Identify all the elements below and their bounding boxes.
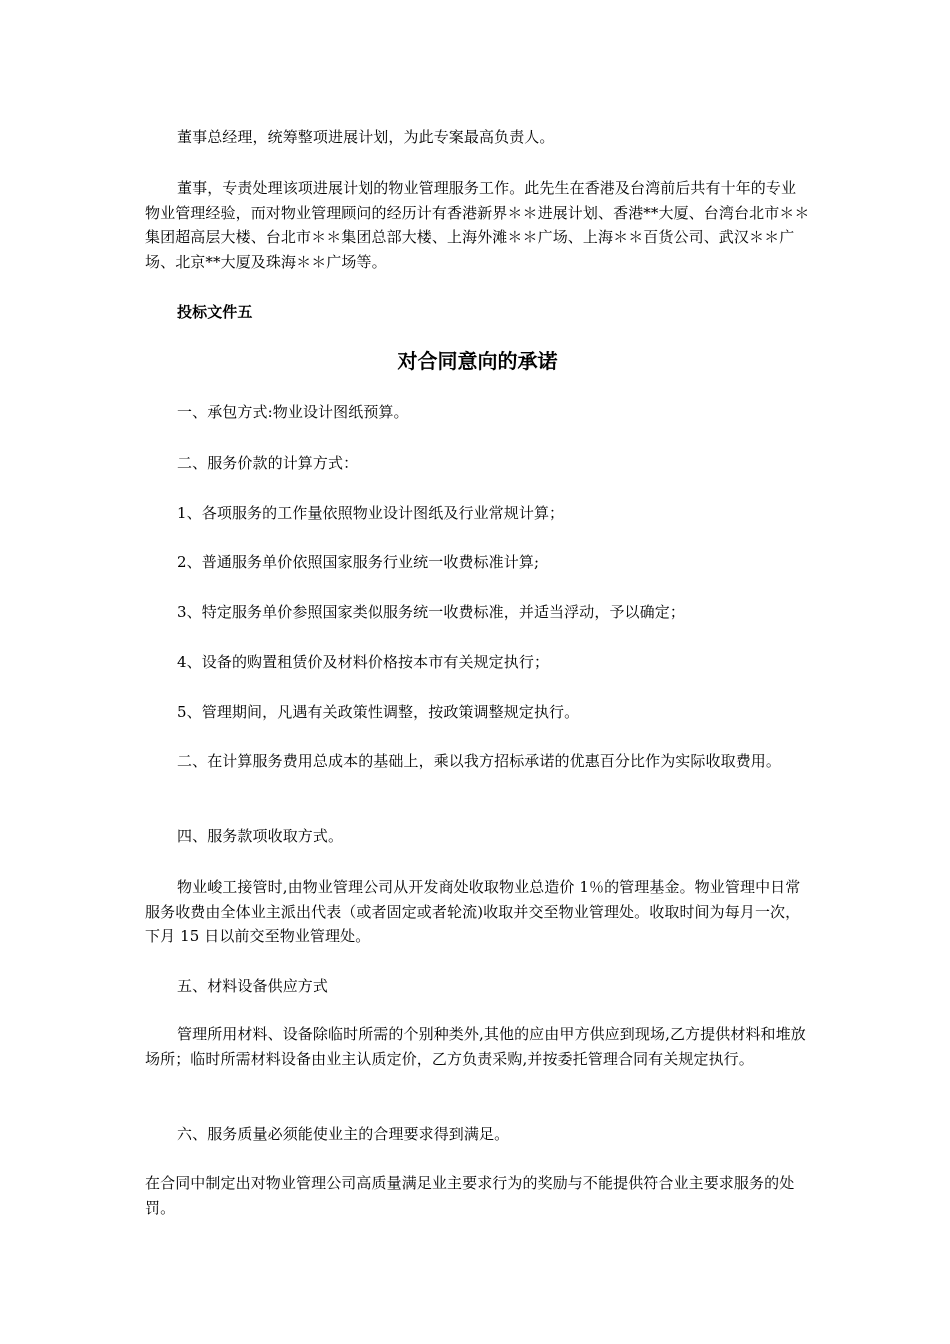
- item-total-cost: 二、在计算服务费用总成本的基础上，乘以我方招标承诺的优惠百分比作为实际收取费用。: [177, 752, 782, 770]
- paragraph-general-manager: 董事总经理，统筹整项进展计划，为此专案最高负责人。: [177, 128, 555, 146]
- item-price-calculation: 二、服务价款的计算方式：: [177, 454, 359, 472]
- item-payment-method: 四、服务款项收取方式。: [177, 827, 344, 845]
- paragraph-fee-collection: 物业峻工接管时,由物业管理公司从开发商处收取物业总造价 1％的管理基金。物业管理中日常服务收费由全体业主派出代表（或者固定或者轮流)收取并交至物业管理处。收取时间为每月一次，下月 15 日以前交至物业管理处。: [145, 878, 801, 945]
- sub-item-4: 4、设备的购置租赁价及材料价格按本市有关规定执行；: [177, 653, 550, 671]
- item-material-supply: 五、材料设备供应方式: [177, 977, 329, 995]
- document-title: 对合同意向的承诺: [397, 349, 558, 373]
- item-service-quality: 六、服务质量必须能使业主的合理要求得到满足。: [177, 1125, 510, 1143]
- sub-item-5: 5、管理期间，凡遇有关政策性调整，按政策调整规定执行。: [177, 703, 580, 721]
- sub-item-1: 1、各项服务的工作量依照物业设计图纸及行业常规计算；: [177, 504, 565, 522]
- section-label: 投标文件五: [177, 303, 253, 321]
- sub-item-3: 3、特定服务单价参照国家类似服务统一收费标准，并适当浮动，予以确定；: [177, 603, 685, 621]
- paragraph-material-supply: 管理所用材料、设备除临时所需的个别种类外,其他的应由甲方供应到现场,乙方提供材料和堆放场所；临时所需材料设备由业主认质定价，乙方负责采购,并按委托管理合同有关规定执行。: [145, 1025, 806, 1068]
- sub-item-2: 2、普通服务单价依照国家服务行业统一收费标准计算;: [177, 553, 540, 571]
- paragraph-director-experience: 董事，专责处理该项进展计划的物业管理服务工作。此先生在香港及台湾前后共有十年的专业物业管理经验，而对物业管理顾问的经历计有香港新界＊＊进展计划、香港**大厦、台湾台北市＊＊集团超高层大楼、台北市＊＊集团总部大楼、上海外滩＊＊广场、上海＊＊百货公司、武汉＊＊广场、北京**大厦及珠海＊＊广场等。: [145, 179, 810, 271]
- paragraph-rewards-penalties: 在合同中制定出对物业管理公司高质量满足业主要求行为的奖励与不能提供符合业主要求服务的处罚。: [145, 1174, 795, 1217]
- item-contract-method: 一、承包方式:物业设计图纸预算。: [177, 403, 409, 421]
